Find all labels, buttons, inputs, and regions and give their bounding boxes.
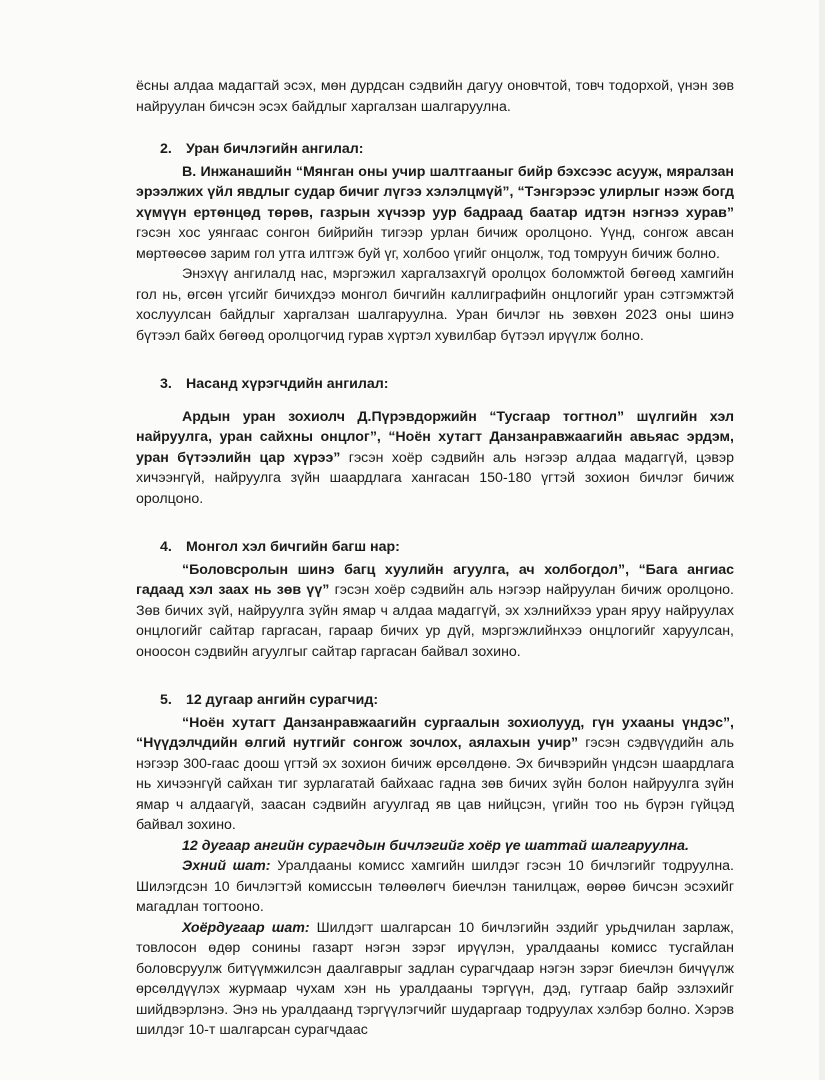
- section-3-paragraph-1: [136, 407, 734, 510]
- section-2-text: гэсэн хос уянгаас сонгон бийрийн тигээр урлан бичиж оролцоно. Үүнд, сонгож авсан мөртөөсөө зарим гол утга илтгэж буй үг, холбоо үгийг онцолж, тод томруун бичиж болно.: [136, 225, 734, 262]
- section-3-topics: Ардын уран зохиолч Д.Пүрэвдоржийн “Тусгаар тогтнол” шүлгийн хэл найруулга, уран сайхны онцлог”, “Ноён хутагт Данзанравжаагийн авьяас эрдэм, уран бүтээлийн цар хүрээ”: [136, 408, 734, 466]
- document-body: [136, 76, 734, 1041]
- section-2-number: 2.: [160, 141, 172, 157]
- section-3-heading: [136, 374, 734, 395]
- section-2-topics: В. Инжанашийн “Мянган оны учир шалтгааныг бийр бэхсээс асууж, мяралзан эрээлжих үйл явдлыг судар бичиг лүгээ хэлэлцмүй”, “Тэнгэрээс улирлыг нээж богд хүмүүн ертөнцөд төрөв, газрын хүчээр уур бадраад баатар идтэн нэгнээ хурав”: [136, 163, 734, 221]
- section-4-title: Монгол хэл бичгийн багш нар:: [185, 539, 400, 555]
- section-3-title: Насанд хүрэгчдийн ангилал:: [185, 376, 389, 392]
- section-5-number: 5.: [160, 692, 172, 708]
- stage-2-text: Шилдэгт шалгарсан 10 бичлэгийн эздийг урьдчилан зарлаж, товлосон өдөр сонины газарт нэгэн зэрэг ирүүлэн, уралдааны комисс тусгайлан боловсруулж битүүмжилсэн даалгаврыг задлан сурагчдаар нэгэн зэрэг биечлэн бичүүлж өрсөлдүүлэх журмаар чухам хэн нь уралдааны тэргүүн, дэд, гутгаар байр эзлэхийг шийдвэрлэнэ. Энэ нь уралдаанд тэргүүлэгчийг шударгаар тодруулах хэлбэр болно. Хэрэв шилдэг 10-т шалгарсан сурагчдаас: [136, 919, 734, 1038]
- section-4-heading: [136, 537, 734, 558]
- stage-2-label: Хоёрдугаар шат:: [182, 919, 310, 936]
- section-5-topics: “Ноён хутагт Данзанравжаагийн сургаалын зохиолууд, гүн ухааны үндэс”, “Нүүдэлчдийн өлгий нутгийг сонгож зочлох, аялахын учир”: [136, 714, 734, 751]
- section-2-paragraph-1: [136, 162, 734, 265]
- section-3-number: 3.: [160, 376, 172, 392]
- page-edge-shadow: [819, 0, 825, 1080]
- section-5-paragraph-1: [136, 713, 734, 836]
- section-2-paragraph-2: Энэхүү ангилалд нас, мэргэжил харгалзахгүй оролцох боломжтой бөгөөд хамгийн гол нь, өгсөн үгсийг бичихдээ монгол бичгийн каллиграфийн онцлогийг уран сэтгэмжтэй хослуулсан байдлыг харгалзан шалгаруулна. Уран бичлэг нь зөвхөн 2023 оны шинэ бүтээл байх бөгөөд оролцогчид гурав хүртэл хувилбар бүтээл ирүүлж болно.: [136, 266, 734, 344]
- section-2-heading: [136, 139, 734, 160]
- section-3-text: гэсэн хоёр сэдвийн аль нэгээр алдаа мадаггүй, цэвэр хичээнгүй, найруулга зүйн шаардлага хангасан 150-180 үгтэй зохион бичлэг бичиж оролцоно.: [136, 449, 735, 507]
- section-5-title: 12 дугаар ангийн сурагчид:: [185, 692, 379, 708]
- section-2-title: Уран бичлэгийн ангилал:: [185, 141, 364, 157]
- section-4-text: гэсэн хоёр сэдвийн аль нэгээр найруулан бичиж оролцоно. Зөв бичих зүй, найруулга зүйн ямар ч алдаа мадаггүй, эх хэлнийхээ уран яруу найруулах онцлогийг сайтар гаргасан, гараар бичих ур дүй, мэргэжлийнхээ онцлогийг харуулсан, оноосон сэдвийн агуулгыг сайтар гаргасан байвал зохино.: [136, 582, 734, 660]
- section-5-heading: [136, 690, 734, 711]
- section-4-topics: “Боловсролын шинэ багц хуулийн агуулга, ач холбогдол”, “Бага ангиас гадаад хэл заах нь зөв үү”: [136, 561, 734, 598]
- section-5-text: гэсэн сэдвүүдийн аль нэгээр 300-гаас доош үгтэй эх зохион бичиж өрсөлдөнө. Эх бичвэрийн үндсэн шаардлага нь хичээнгүй сайхан тиг зурлагатай байхаас гадна зөв бичих зүйн болон найруулга зүйн ямар ч алдаагүй, заасан сэдвийн агуулгад яв цав нийцсэн, үгийн тоо нь бүрэн гүйцэд байвал зохино.: [136, 735, 734, 833]
- section-4-number: 4.: [160, 539, 172, 555]
- section-5-stage-1: [136, 856, 734, 918]
- stage-1-label: Эхний шат:: [182, 858, 271, 874]
- section-5-stages-note: 12 дугаар ангийн сурагчдын бичлэгийг хоёр үе шаттай шалгаруулна.: [182, 837, 689, 854]
- section-5-stage-2: [136, 918, 734, 1041]
- section-4-paragraph-1: [136, 560, 734, 663]
- intro-paragraph: ёсны алдаа мадагтай эсэх, мөн дурдсан сэдвийн дагуу оновчтой, товч тодорхой, үнэн зөв найруулан бичсэн эсэх байдлыг харгалзан шалгаруулна.: [136, 78, 734, 115]
- stage-1-text: Уралдааны комисс хамгийн шилдэг гэсэн 10 бичлэгийг тодруулна. Шилэгдсэн 10 бичлэгтэй комиссын төлөөлөгч биечлэн танилцаж, өөрөө бичсэн эсэхийг магадлан тогтооно.: [136, 858, 734, 915]
